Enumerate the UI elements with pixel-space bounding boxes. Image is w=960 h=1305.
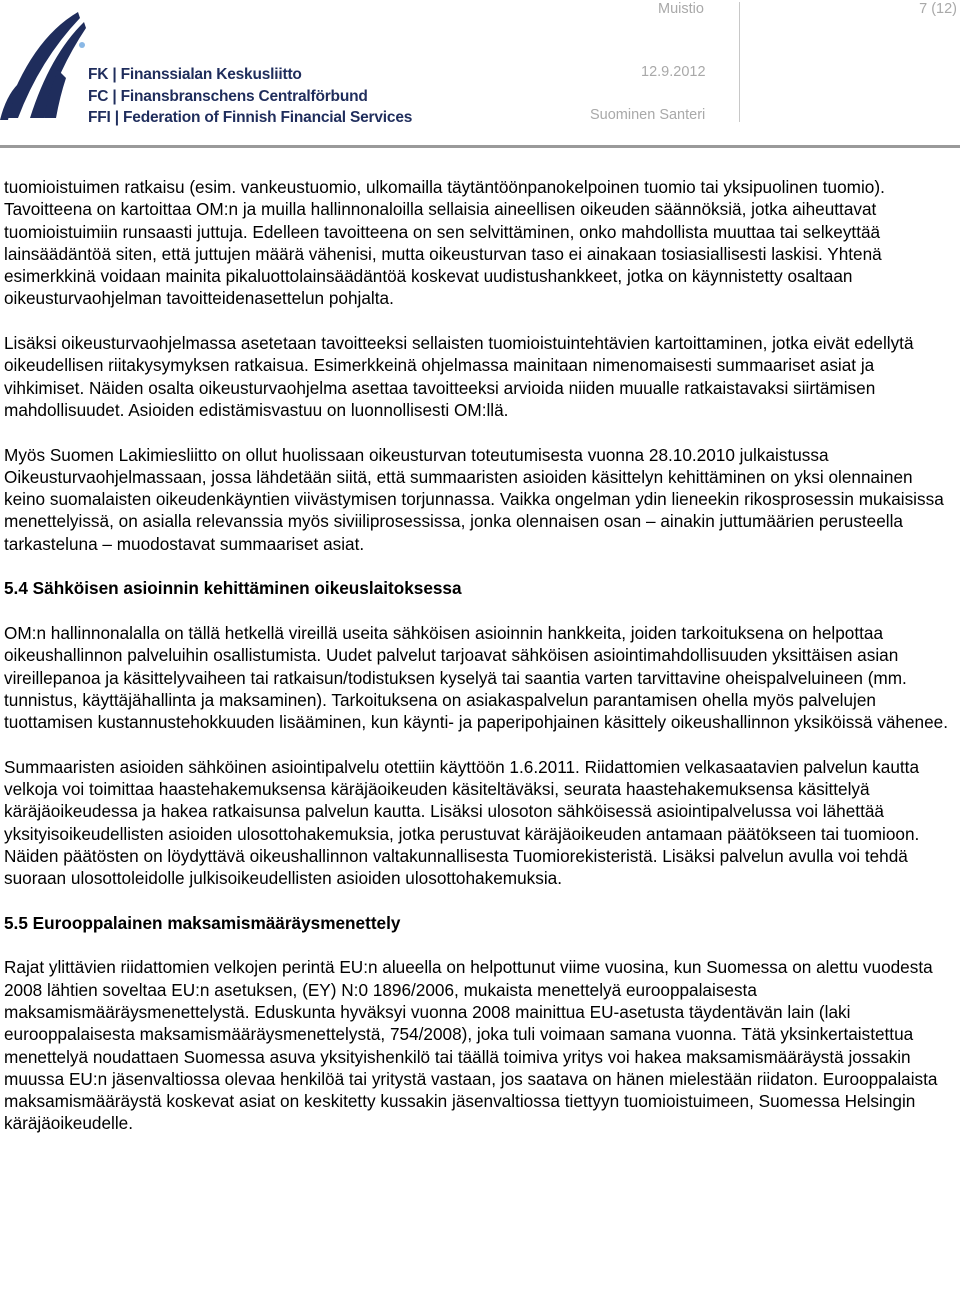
page-number: 7 (12) <box>919 1 957 17</box>
paragraph: Lisäksi oikeusturvaohjelmassa asetetaan tavoitteeksi sellaisten tuomioistuintehtävien kartoittaminen, jotka eivät edellytä oikeudellisen riitakysymyksen ratkaisua. Esimerkkeinä ohjelmassa mainitaan nimenomaisesti summaariset asiat ja vihkimiset. Näiden osalta oikeusturvaohjelma asettaa tavoitteeksi arvioida niiden muualle ratkaistavaksi siirtämisen mahdollisuudet. Asioiden edistämisvastuu on luonnollisesti OM:llä. <box>4 333 914 420</box>
document-body <box>4 176 956 1157</box>
document-author: Suominen Santeri <box>590 107 706 123</box>
paragraph: tuomioistuimen ratkaisu (esim. vankeustuomio, ulkomailla täytäntöönpanokelpoinen tuomio tai yksipuolinen tuomio). Tavoitteena on kartoittaa OM:n ja muilla hallinnonaloilla sellaisia aineellisen oikeuden säännöksiä, jotka aiheuttavat tuomioistuimiin runsaasti juttuja. Edelleen tavoitteena on sen selvittäminen, onko mahdollista muuttaa tai selkeyttää lainsäädäntöä siten, että juttujen määrä vähenisi, mutta oikeusturvan taso ei ainakaan tosiasiallisesti laskisi. Yhtenä esimerkkinä voidaan mainita pikaluottolainsäädäntöä koskevat uudistushankkeet, jotka on käynnistetty osaltaan oikeusturvaohjelman tavoitteidenasettelun pohjalta. <box>4 177 885 309</box>
logo-line-fk: FK | Finanssialan Keskusliitto <box>88 66 302 83</box>
ffi-logo <box>0 0 420 140</box>
paragraph: Myös Suomen Lakimiesliitto on ollut huolissaan oikeusturvan toteutumisesta vuonna 28.10.2010 julkaistussa Oikeusturvaohjelmassaan, jossa lähdetään siitä, että summaaristen asioiden käsittelyn kehittäminen on yksi olennainen keino suomalaisten oikeudenkäyntien viivästymisen torjunnassa. Vaikka ongelman ydin lieneekin rikosprosessin mukaisissa menettelyissä, on asialla relevanssia myös siviiliprosessissa, jonka olennaisen osan – ainakin juttumäärien perusteella tarkasteluna – muodostavat summaariset asiat. <box>4 444 944 554</box>
section-heading-5-4: 5.4 Sähköisen asioinnin kehittäminen oikeuslaitoksessa <box>4 578 462 599</box>
document-date: 12.9.2012 <box>641 64 706 80</box>
paragraph: OM:n hallinnonalalla on tällä hetkellä vireillä useita sähköisen asioinnin hankkeita, joiden tarkoituksena on helpottaa oikeushallinnon palveluihin osallistumista. Uudet palvelut tarjoavat sähköisen asiointimahdollisuuden yksittäisen asian vireillepanoa ja käsittelyvaiheen tai ratkaisun/todistuksen kyselyä tai saantia varten tarvittavine oheispalveluineen (mm. tunnistus, käyttäjähallinta ja maksaminen). Tarkoituksena on asiakaspalvelun parantamisen ohella myös palvelujen tuottamisen kustannustehokkuuden lisääminen, kun käynti- ja paperipohjainen käsittely oikeushallinnon yksiköissä vähenee. <box>4 622 948 733</box>
page-header <box>0 0 960 148</box>
ffi-logo-mark <box>0 0 92 128</box>
paragraph: Rajat ylittävien riidattomien velkojen perintä EU:n alueella on helpottunut viime vuosina, kun Suomessa on alettu vuodesta 2008 lähtien soveltaa EU:n asetuksen, (EY) N:0 1896/2006, mukaista menettelyä eurooppalaisesta maksamismääräysmenettelystä. Eduskunta hyväksyi vuonna 2008 mainittua EU-asetusta täydentävän lain (laki eurooppalaisesta maksamismääräysmenettelystä, 754/2008), joka tuli voimaan samana vuonna. Tätä yksinkertaistettua menettelyä noudattaen Suomessa asuva yksityishenkilö tai täällä toimiva yritys voi hakea maksamismääräystä jossakin muussa EU:n jäsenvaltiossa olevaa henkilöä tai yritystä vastaan, jos saatava on hänen mielestään riidaton. Eurooppalaista maksamismääräystä koskevat asiat on keskitetty kussakin jäsenvaltiossa tiettyyn tuomioistuimeen, Suomessa Helsingin käräjäoikeudelle. <box>4 957 938 1134</box>
section-heading-5-5: 5.5 Eurooppalainen maksamismääräysmenettely <box>4 912 401 933</box>
header-rule <box>0 145 960 148</box>
header-divider <box>739 2 740 122</box>
paragraph: Summaaristen asioiden sähköinen asiointipalvelu otettiin käyttöön 1.6.2011. Riidattomien velkasaatavien palvelun kautta velkoja voi toimittaa haastehakemuksensa käräjäoikeuden käsiteltäväksi, seurata haastehakemuksensa käsittelyä käräjäoikeudessa ja hakea ratkaisunsa palvelun kautta. Lisäksi ulosoton sähköisessä asiointipalvelussa voi lähettää yksityisoikeudellisten asioiden ulosottohakemuksia, jotka perustuvat käräjäoikeuden antamaan päätökseen tai tuomioon. Näiden päätösten on löydyttävä oikeushallinnon valtakunnallisesta Tuomiorekisteristä. Lisäksi palvelun avulla voi tehdä suoraan ulosottoleidolle julkisoikeudellisten asioiden ulosottohakemuksia. <box>4 756 920 889</box>
logo-line-ffi: FFI | Federation of Finnish Financial Services <box>88 109 413 126</box>
document-type: Muistio <box>658 1 704 17</box>
logo-line-fc: FC | Finansbranschens Centralförbund <box>88 88 368 105</box>
